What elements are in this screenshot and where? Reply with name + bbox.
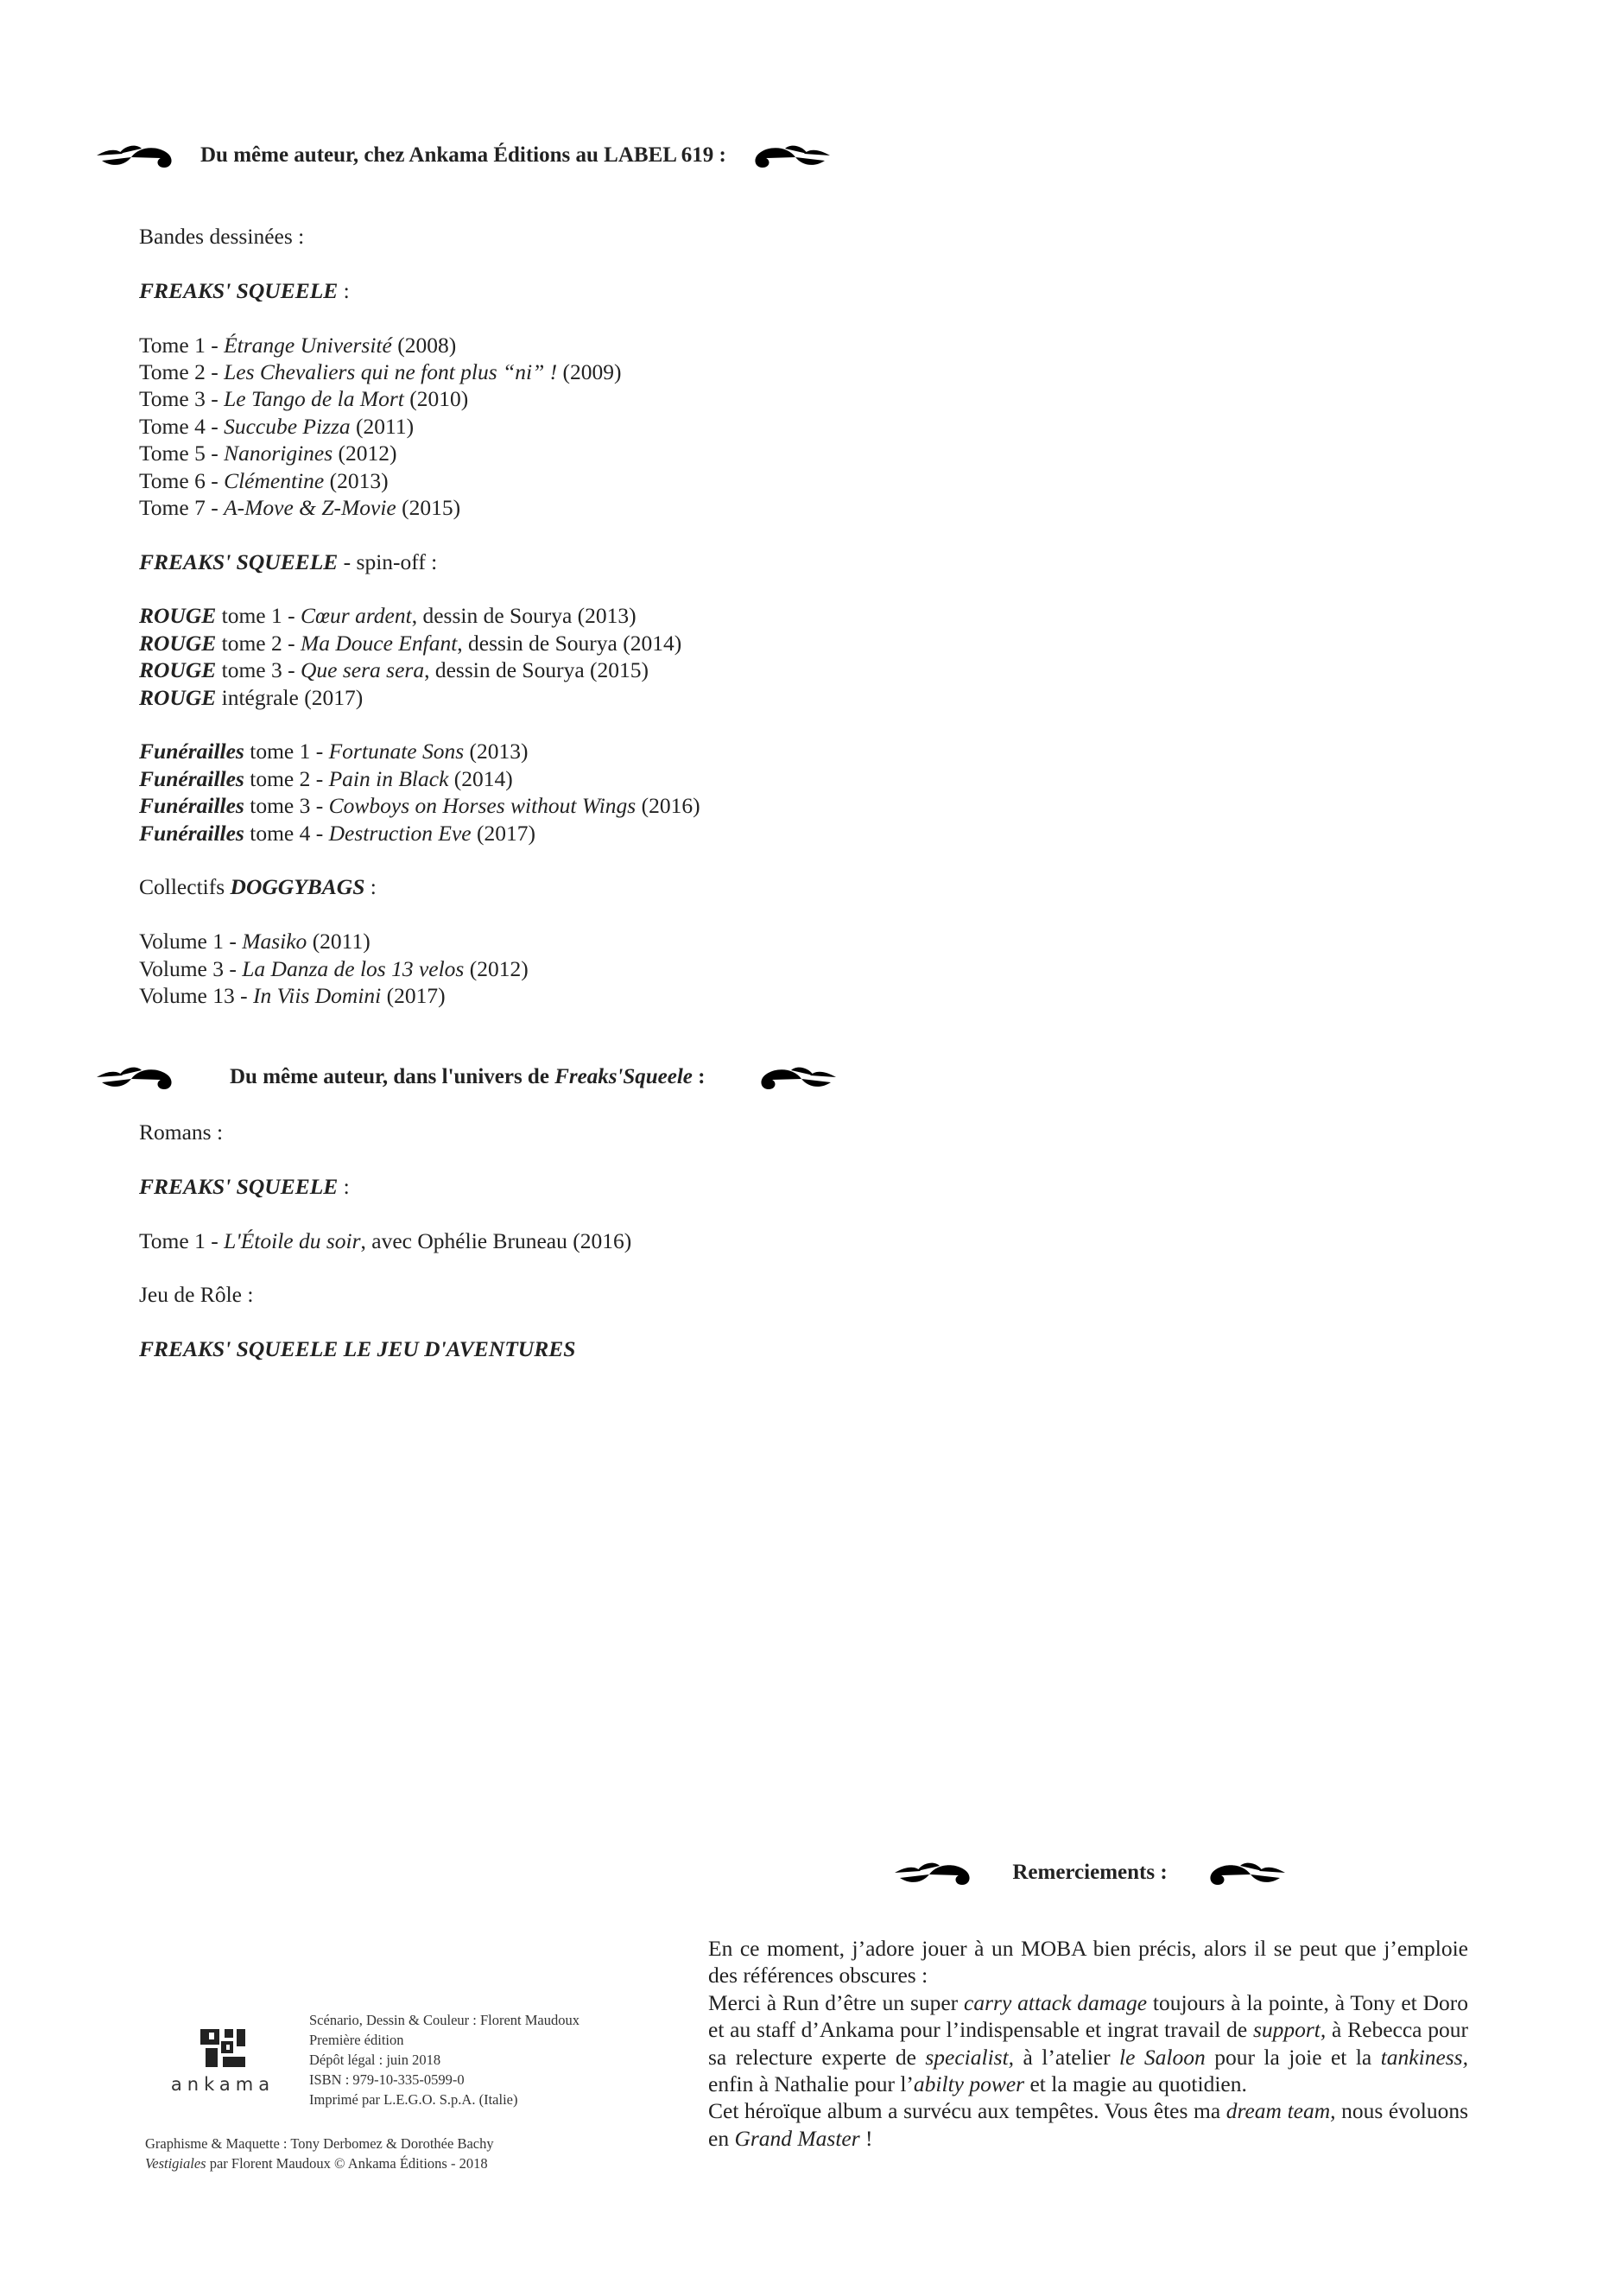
list-item: Tome 5 - Nanorigines (2012): [139, 441, 397, 466]
list-item: Tome 6 - Clémentine (2013): [139, 467, 389, 493]
spinoff-heading: FREAKS' SQUEELE - spin-off :: [139, 549, 438, 574]
thanks-heading: Remerciements :: [1012, 1861, 1168, 1884]
ornament-left-icon: [891, 1854, 986, 1892]
section2-heading: Du même auteur, dans l'univers de Freaks'Squeele :: [230, 1065, 706, 1088]
collectifs-heading: Collectifs DOGGYBAGS :: [139, 874, 377, 900]
romans-label: Romans :: [139, 1119, 224, 1145]
list-item: Volume 3 - La Danza de los 13 velos (2012): [139, 955, 529, 981]
bd-label: Bandes dessinées :: [139, 224, 305, 249]
thanks-body: [708, 1935, 1468, 2152]
ornament-right-icon: [744, 1058, 839, 1096]
ornament-left-icon: [93, 136, 188, 174]
fs-series-heading: FREAKS' SQUEELE :: [139, 277, 350, 303]
section1-heading-row: [93, 136, 905, 174]
ornament-left-icon: [93, 1058, 188, 1096]
section2-heading-row: [93, 1058, 905, 1096]
list-item: Tome 1 - Étrange Université (2008): [139, 332, 457, 358]
colophon-line: Dépôt légal : juin 2018: [309, 2052, 441, 2068]
credits: [145, 2134, 494, 2173]
credit-line: Graphisme & Maquette : Tony Derbomez & Dorothée Bachy: [145, 2135, 494, 2152]
funerailles-list: [139, 738, 700, 847]
bibliography-list: [139, 223, 700, 1009]
series-title: FREAKS' SQUEELE: [139, 277, 339, 303]
fs-tome-list: [139, 332, 700, 522]
list-item: Tome 2 - Les Chevaliers qui ne font plus “ni” ! (2009): [139, 358, 622, 384]
colophon-line: Imprimé par L.E.G.O. S.p.A. (Italie): [309, 2091, 518, 2108]
ankama-wordmark: ankama: [170, 2074, 276, 2095]
list-item: Tome 4 - Succube Pizza (2011): [139, 413, 415, 439]
colophon-line: Première édition: [309, 2032, 404, 2048]
list-item: Funérailles tome 3 - Cowboys on Horses without Wings (2016): [139, 793, 700, 819]
ornament-right-icon: [738, 136, 833, 174]
list-item: Volume 1 - Masiko (2011): [139, 929, 370, 955]
volumes-list: [139, 928, 700, 1009]
section2-list: [139, 1119, 631, 1363]
list-item: Funérailles tome 4 - Destruction Eve (2017): [139, 820, 535, 846]
ornament-right-icon: [1194, 1854, 1289, 1892]
thanks-paragraph: Merci à Run d’être un super carry attack damage toujours à la pointe, à Tony et Doro et au staff d’Ankama pour l’indispensable et ingrat travail de support, à Rebecca pour sa relecture experte de specialist, à l’atelier le Saloon pour la joie et la tankiness, enfin à Nathalie pour l’abilty power et la magie au quotidien.: [708, 1989, 1468, 2097]
romans-series-heading: FREAKS' SQUEELE :: [139, 1173, 350, 1199]
list-item: ROUGE tome 2 - Ma Douce Enfant, dessin de Sourya (2014): [139, 630, 682, 656]
copyright-line: Vestigiales par Florent Maudoux © Ankama Éditions - 2018: [145, 2155, 488, 2172]
section1-heading: Du même auteur, chez Ankama Éditions au LABEL 619 :: [200, 143, 726, 167]
list-item: Funérailles tome 1 - Fortunate Sons (2013): [139, 739, 529, 764]
colophon: [309, 2010, 580, 2109]
list-item: Funérailles tome 2 - Pain in Black (2014): [139, 765, 513, 791]
list-item: ROUGE tome 3 - Que sera sera, dessin de Sourya (2015): [139, 657, 649, 683]
thanks-paragraph: Cet héroïque album a survécu aux tempêtes. Vous êtes ma dream team, nous évoluons en Grand Master !: [708, 2098, 1468, 2151]
ankama-logo-icon: [197, 2026, 249, 2071]
list-item: ROUGE intégrale (2017): [139, 684, 364, 710]
jdr-label: Jeu de Rôle :: [139, 1282, 254, 1308]
list-item: Volume 13 - In Viis Domini (2017): [139, 982, 446, 1008]
colophon-line: ISBN : 979-10-335-0599-0: [309, 2071, 465, 2088]
ankama-logo: [162, 2026, 283, 2095]
list-item: Tome 3 - Le Tango de la Mort (2010): [139, 386, 469, 412]
rouge-list: [139, 602, 700, 711]
list-item: Tome 1 - L'Étoile du soir, avec Ophélie Bruneau (2016): [139, 1227, 632, 1253]
list-item: Tome 7 - A-Move & Z-Movie (2015): [139, 494, 461, 520]
list-item: ROUGE tome 1 - Cœur ardent, dessin de Sourya (2013): [139, 603, 636, 629]
colophon-line: Scénario, Dessin & Couleur : Florent Maudoux: [309, 2012, 580, 2028]
jdr-title: FREAKS' SQUEELE LE JEU D'AVENTURES: [139, 1336, 576, 1362]
thanks-paragraph: En ce moment, j’adore jouer à un MOBA bien précis, alors il se peut que j’emploie des références obscures :: [708, 1936, 1468, 1988]
thanks-heading-row: [891, 1854, 1289, 1892]
